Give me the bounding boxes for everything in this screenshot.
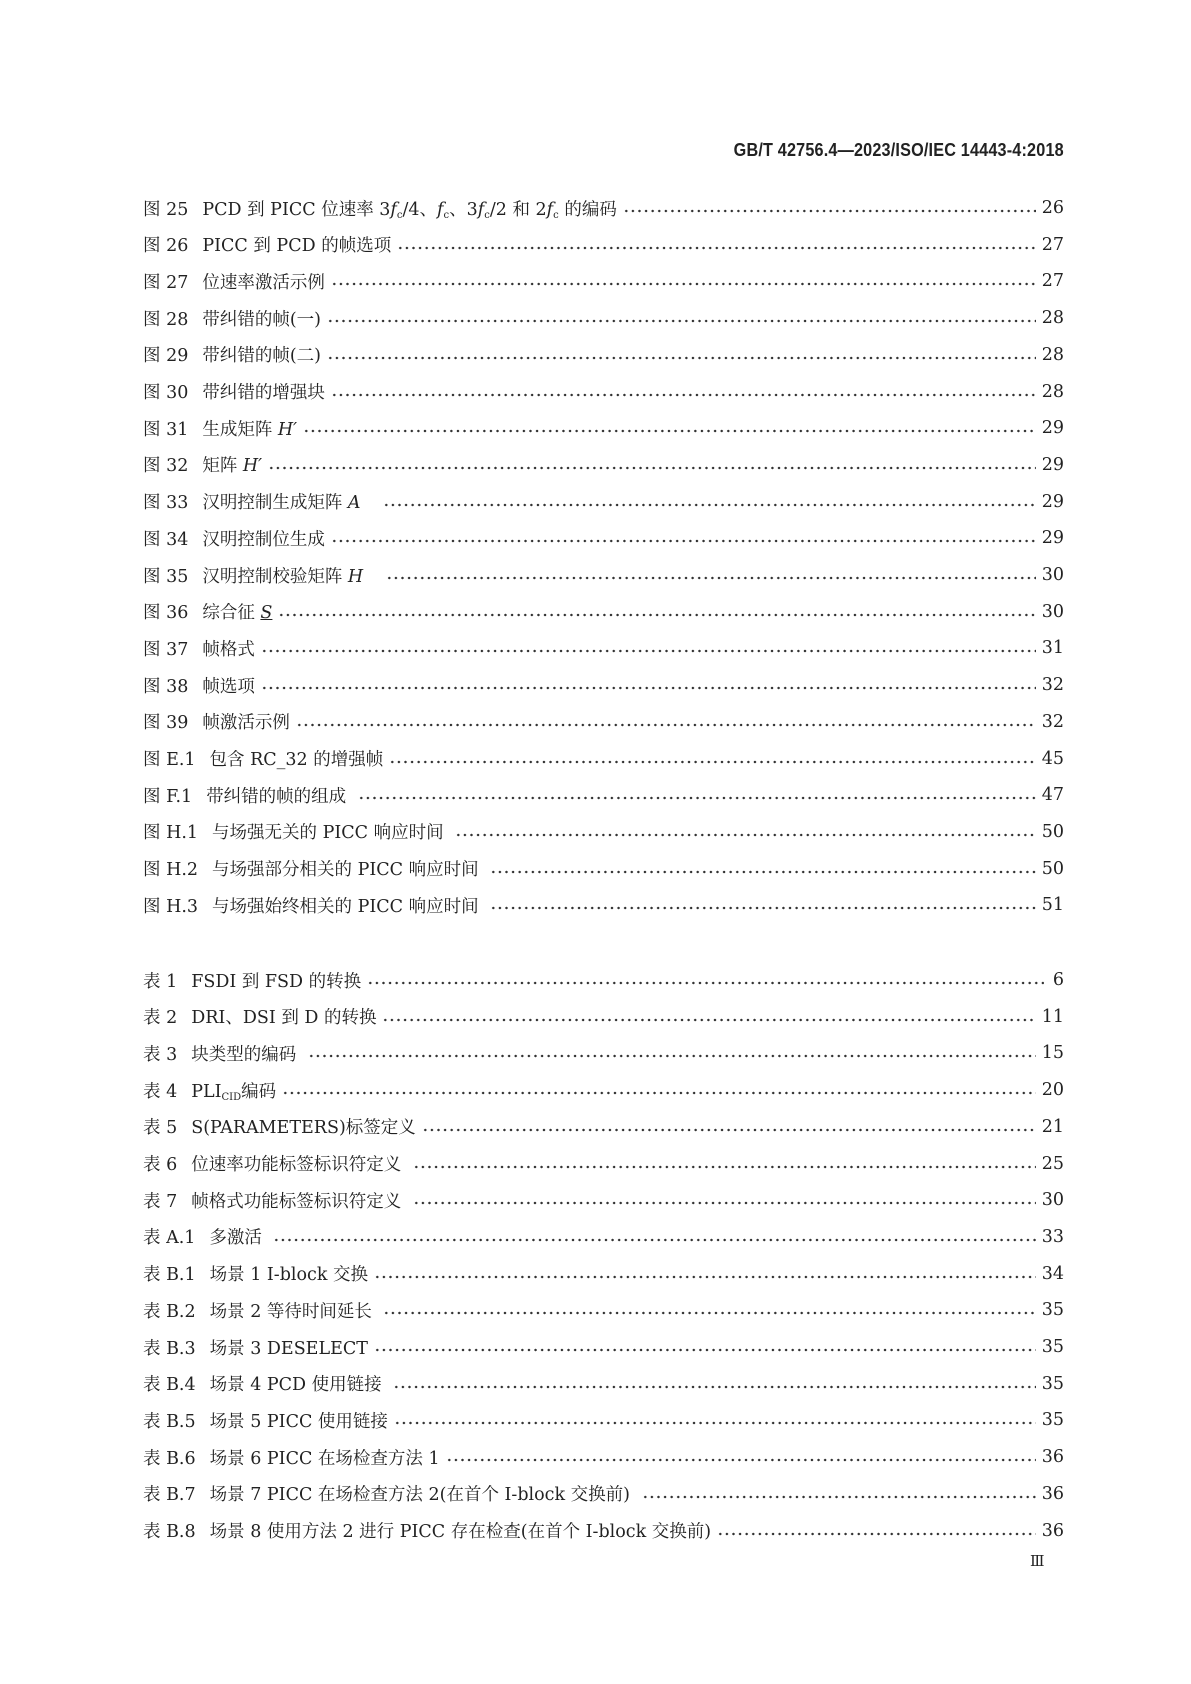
entry-label: 图 F.1 [143,786,193,807]
dot-leader [490,905,1036,911]
title-segment: 帧格式功能标签标识符定义 [191,1191,407,1212]
entry-page: 35 [1041,1410,1064,1431]
title-segment: H′ [277,419,298,440]
entry-title [210,1445,440,1470]
title-segment: 汉明控制生成矩阵 [202,493,348,514]
title-segment: c [443,209,450,221]
entry-label: 图 30 [143,383,189,403]
entry-label: 图 27 [143,272,189,293]
entry-page: 36 [1041,1447,1064,1468]
entry-label: 表 B.6 [143,1448,196,1469]
table-entry[interactable] [143,1518,1064,1544]
title-segment: S [260,603,273,624]
dot-leader [331,281,1036,287]
entry-title [209,1224,267,1249]
entry-label: 表 3 [143,1044,178,1065]
entry-label: 表 7 [143,1191,178,1212]
dot-leader [389,759,1035,765]
entry-label: 图 36 [143,603,189,624]
entry-title [210,1481,636,1506]
figure-entry[interactable] [143,562,1064,588]
title-segment: f [390,199,397,220]
entry-page: 32 [1041,711,1064,732]
table-entry[interactable] [143,1151,1064,1177]
dot-leader [331,538,1036,544]
dot-leader [261,648,1036,654]
title-segment: 带纠错的增强块 [202,383,325,403]
entry-page: 34 [1041,1263,1064,1284]
entry-title [212,856,484,881]
dot-leader [490,869,1036,875]
title-segment: 多激活 [209,1228,268,1249]
dot-leader [374,1274,1036,1280]
title-segment: 与场强无关的 PICC 响应时间 [212,823,450,844]
dot-leader [393,1384,1036,1390]
entry-page: 35 [1041,1337,1064,1357]
dot-leader [383,502,1035,508]
title-segment: /4、 [402,199,438,220]
dot-leader [382,1017,1035,1023]
figure-entry[interactable] [143,599,1064,625]
entry-page: 21 [1041,1116,1064,1137]
entry-page: 29 [1041,528,1064,549]
title-segment [361,493,378,513]
title-segment: 汉明控制校验矩阵 [202,566,348,587]
entry-page: 28 [1041,308,1064,329]
dot-leader [303,428,1036,434]
entry-page: 47 [1041,785,1064,806]
entry-label: 表 B.8 [143,1522,196,1542]
entry-title [202,232,391,257]
entry-page: 31 [1041,638,1064,659]
entry-page: 6 [1052,970,1064,990]
title-segment: 的编码 [558,199,617,220]
figure-entry[interactable] [143,856,1064,882]
entry-label: 表 4 [143,1081,178,1102]
title-segment: S(PARAMETERS)标签定义 [191,1118,416,1139]
entry-title [191,1151,407,1176]
figure-entry[interactable] [143,819,1064,845]
title-segment: 带纠错的帧(一) [202,309,321,330]
title-segment: c [396,209,403,221]
entry-page: 36 [1041,1483,1064,1504]
dot-leader [308,1053,1036,1059]
entry-title [212,819,449,844]
figure-entry[interactable] [143,746,1064,772]
entry-label: 表 2 [143,1008,178,1029]
entry-title [210,1298,378,1323]
entry-label: 图 35 [143,566,189,587]
figure-entry[interactable] [143,525,1064,551]
dot-leader [455,832,1036,838]
entry-title [202,379,325,404]
title-segment: DRI、DSI 到 D 的转换 [191,1008,377,1029]
entry-page: 30 [1041,601,1064,622]
figure-entry[interactable] [143,415,1064,441]
title-segment: 场景 8 使用方法 2 进行 PICC 存在检查(在首个 I-block 交换前) [209,1522,712,1542]
figure-entry[interactable] [143,379,1064,405]
dot-leader [386,575,1036,581]
title-segment: H′ [242,456,263,477]
entry-title [202,306,321,331]
dot-leader [394,1420,1036,1426]
table-entry[interactable] [143,1481,1064,1507]
figure-entry[interactable] [143,195,1064,221]
dot-leader [327,318,1036,324]
entry-label: 图 26 [143,236,189,257]
entry-title [202,636,255,661]
entry-label: 表 B.7 [143,1485,196,1506]
entry-title [202,526,325,551]
entry-page: 25 [1041,1153,1064,1174]
title-segment: PICC 到 PCD 的帧选项 [202,236,392,257]
entry-label: 表 B.4 [143,1375,196,1396]
entry-title [191,1041,302,1066]
entry-page: 15 [1041,1043,1064,1064]
document-header: GB/T 42756.4—2023/ISO/IEC 14443-4:2018 [733,140,1064,160]
entry-label: 图 H.2 [143,860,199,881]
entry-label: 图 29 [143,346,189,367]
entry-title [210,1335,368,1360]
title-segment: PLI [191,1081,222,1102]
dot-leader [282,1090,1036,1096]
title-segment: 场景 5 PICC 使用链接 [209,1411,388,1432]
title-segment: 帧激活示例 [202,713,290,734]
title-segment: 编码 [241,1081,277,1102]
table-entry[interactable] [143,1371,1064,1397]
title-segment: FSDI 到 FSD 的转换 [191,971,362,992]
dot-leader [397,245,1036,251]
entry-label: 图 H.3 [143,896,199,917]
table-entry[interactable] [143,1004,1064,1030]
dot-leader [413,1200,1036,1206]
entry-title [202,599,272,624]
title-segment: 场景 3 DESELECT [209,1338,368,1359]
entry-page: 29 [1041,418,1064,439]
entry-page: 29 [1041,454,1064,475]
entry-title [210,1408,388,1433]
title-segment: PCD 到 PICC 位速率 3 [202,199,391,220]
dot-leader [623,208,1036,214]
entry-label: 图 E.1 [143,750,196,770]
entry-title [202,673,255,698]
entry-title [206,783,352,808]
entry-title [202,489,377,514]
title-segment: f [546,199,554,220]
title-segment: 汉明控制位生成 [202,529,325,550]
figure-entry[interactable] [143,489,1064,515]
table-entry[interactable] [143,1261,1064,1287]
table-entry[interactable] [143,1444,1064,1470]
entry-title [202,416,297,441]
title-segment: 帧格式 [202,639,255,660]
title-segment: 矩阵 [202,456,243,477]
page-number: Ⅲ [1030,1552,1045,1570]
entry-title [191,968,361,993]
title-segment: 位速率激活示例 [202,272,325,293]
dot-leader [273,1237,1035,1243]
table-entry[interactable] [143,1334,1064,1360]
entry-label: 图 37 [143,639,189,660]
entry-label: 表 A.1 [143,1228,196,1249]
entry-page: 30 [1041,565,1064,585]
title-segment: c [553,209,559,221]
entry-label: 表 1 [143,971,178,992]
dot-leader [261,685,1036,691]
entry-page: 28 [1041,381,1064,402]
dot-leader [358,795,1036,801]
entry-label: 图 H.1 [143,823,199,844]
entry-page: 20 [1041,1080,1064,1101]
title-segment: 、3 [449,199,478,220]
title-segment: 块类型的编码 [191,1044,302,1065]
dot-leader [278,612,1035,618]
dot-leader [374,1347,1036,1353]
dot-leader [642,1494,1036,1500]
entry-page: 35 [1041,1300,1064,1321]
title-segment: 综合征 [202,603,261,624]
title-segment: /2 和 2 [489,199,547,220]
title-segment: 位速率功能标签标识符定义 [191,1155,407,1175]
entry-label: 图 28 [143,309,189,330]
figure-entry[interactable] [143,268,1064,294]
entry-title [212,893,484,918]
entry-page: 45 [1041,748,1064,769]
dot-leader [268,465,1036,471]
table-entry[interactable] [143,1077,1064,1103]
figure-entry[interactable] [143,782,1064,808]
table-entry[interactable] [143,967,1064,993]
entry-title [202,563,380,588]
figure-entry[interactable] [143,709,1064,735]
entry-title [191,1078,276,1103]
table-entry[interactable] [143,1224,1064,1250]
entry-label: 图 33 [143,493,189,514]
entry-title [210,1371,388,1396]
entry-page: 27 [1041,271,1064,292]
title-segment: 与场强部分相关的 PICC 响应时间 [212,860,485,881]
dot-leader [296,722,1036,728]
entry-title [210,746,384,771]
entry-page: 30 [1041,1190,1064,1211]
entry-page: 29 [1041,491,1064,512]
entry-page: 11 [1041,1006,1064,1027]
entry-label: 图 34 [143,529,189,550]
figure-entry[interactable] [143,232,1064,258]
entry-label: 表 B.1 [143,1265,196,1286]
table-entry[interactable] [143,1407,1064,1433]
entry-label: 图 31 [143,419,189,440]
table-entry[interactable] [143,1114,1064,1140]
dot-leader [383,1310,1035,1316]
entry-label: 表 B.3 [143,1338,196,1359]
title-segment: A [347,493,361,514]
entry-title [202,196,616,221]
entry-page: 51 [1041,895,1064,916]
dot-leader [422,1127,1036,1133]
entry-label: 图 38 [143,676,189,697]
title-segment: CID [221,1091,242,1103]
figure-entry[interactable] [143,452,1064,478]
entry-page: 32 [1041,675,1064,696]
figure-entry[interactable] [143,672,1064,698]
title-segment: H [347,566,364,587]
entry-label: 图 32 [143,456,189,477]
entry-label: 图 39 [143,713,189,734]
title-segment: 场景 4 PCD 使用链接 [209,1375,388,1396]
title-segment [363,567,380,587]
table-entry[interactable] [143,1040,1064,1066]
table-entry[interactable] [143,1187,1064,1213]
entry-title [202,342,321,367]
dot-leader [446,1457,1036,1463]
entry-page: 35 [1041,1373,1064,1394]
title-segment: 场景 7 PICC 在场检查方法 2(在首个 I-block 交换前) [209,1485,636,1506]
entry-label: 表 B.2 [143,1301,196,1322]
entry-page: 28 [1041,344,1064,365]
title-segment: 场景 6 PICC 在场检查方法 1 [209,1448,440,1469]
title-segment: 包含 RC_32 的增强帧 [209,750,384,770]
dot-leader [413,1164,1036,1170]
entry-page: 27 [1041,234,1064,255]
entry-title [191,1188,407,1213]
title-segment: 生成矩阵 [202,419,278,440]
table-entry[interactable] [143,1297,1064,1323]
entry-label: 图 25 [143,199,189,220]
title-segment: 带纠错的帧(二) [202,346,321,367]
title-segment: c [484,209,490,221]
entry-title [191,1004,376,1029]
title-segment: 与场强始终相关的 PICC 响应时间 [212,896,485,917]
figure-entry[interactable] [143,342,1064,368]
entry-label: 表 B.5 [143,1411,196,1432]
title-segment: f [437,199,444,220]
entry-page: 33 [1041,1226,1064,1247]
title-segment: 场景 2 等待时间延长 [209,1301,378,1322]
title-segment: 帧选项 [202,676,255,697]
entry-title [210,1518,711,1543]
dot-leader [331,392,1036,398]
entry-page: 26 [1041,198,1064,218]
entry-page: 50 [1041,821,1064,842]
title-segment: 带纠错的帧的组成 [206,786,352,807]
entry-title [191,1114,416,1139]
figure-entry[interactable] [143,635,1064,661]
entry-label: 表 6 [143,1155,178,1175]
entry-label: 表 5 [143,1118,178,1139]
dot-leader [717,1531,1036,1537]
entry-title [202,269,325,294]
dot-leader [367,980,1044,986]
figure-entry[interactable] [143,305,1064,331]
title-segment: 场景 1 I-block 交换 [209,1265,369,1286]
figure-entry[interactable] [143,892,1064,918]
entry-title [202,452,262,477]
entry-title [210,1261,368,1286]
entry-page: 36 [1041,1520,1064,1541]
entry-page: 50 [1041,858,1064,879]
title-segment: f [477,199,485,220]
entry-title [202,709,290,734]
dot-leader [327,355,1036,361]
